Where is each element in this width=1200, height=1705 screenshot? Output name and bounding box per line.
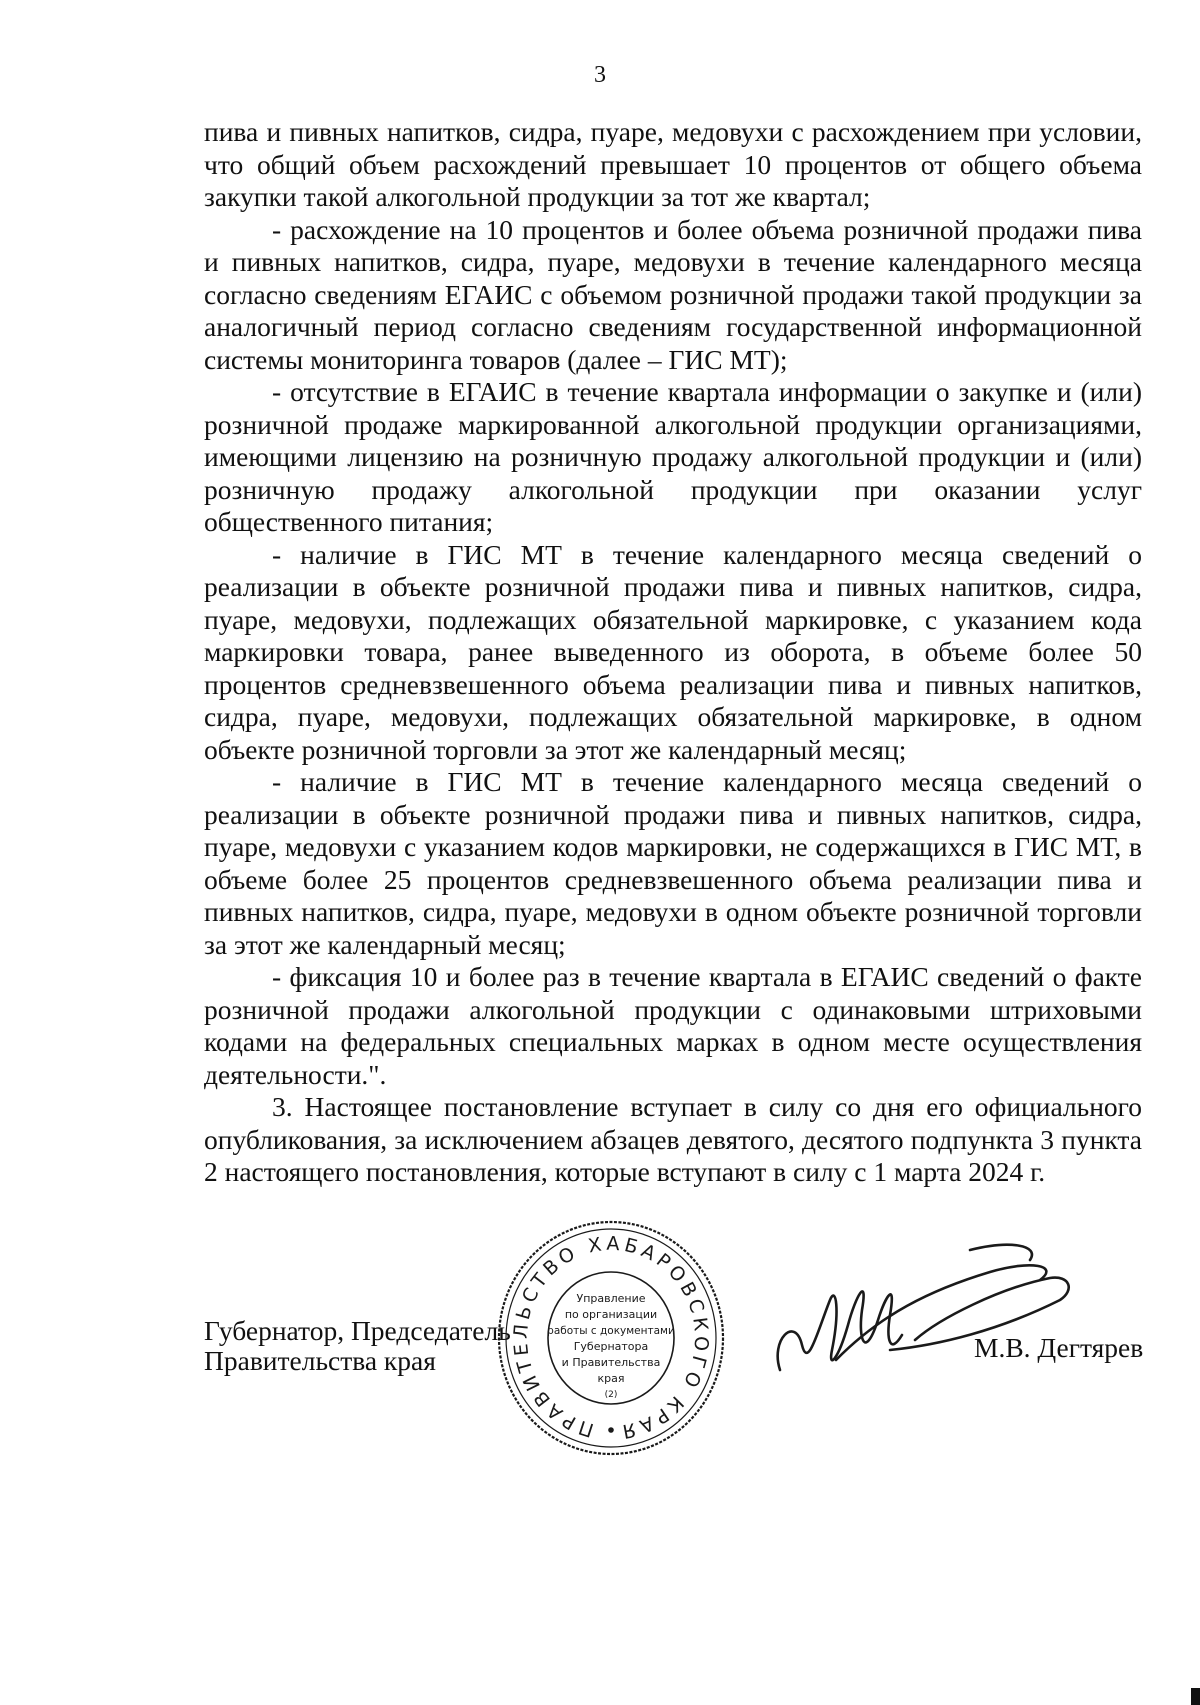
svg-text:Губернатора: Губернатора [573, 1340, 649, 1353]
signatory-title-line2: Правительства края [204, 1345, 436, 1376]
handwritten-signature-icon [740, 1220, 1080, 1400]
paragraph-item: - наличие в ГИС МТ в течение календарного месяца сведений о реализации в объекте розничной продажи пива и пивных напитков, сидра, пуаре, медовухи, подлежащих обязательной маркировке, с указанием кода маркировки товара, ранее выведенного из оборота, в объеме более 50 процентов средневзвешенного объема реализации пива и пивных напитков, сидра, пуаре, медовухи, подлежащих обязательной маркировке, в одном объекте розничной торговли за этот же календарный месяц; [204, 538, 1142, 765]
paragraph-item: - наличие в ГИС МТ в течение календарного месяца сведений о реализации в объекте розничной продажи пива и пивных напитков, сидра, пуаре, медовухи с указанием кодов маркировки, не содержащихся в ГИС МТ, в объеме более 25 процентов средневзвешенного объема реализации пива и пивных напитков, сидра, пуаре, медовухи в одном объекте розничной торговли за этот же календарный месяц; [204, 766, 1142, 960]
document-body [204, 116, 1142, 1189]
signatory-title [204, 1316, 511, 1376]
signatory-name: М.В. Дегтярев [974, 1332, 1144, 1363]
paragraph-effective-date: 3. Настоящее постановление вступает в силу со дня его официального опубликования, за исключением абзацев девятого, десятого подпункта 3 пункта 2 настоящего постановления, которые вступают в силу с 1 марта 2024 г. [204, 1091, 1142, 1187]
svg-text:по организации: по организации [564, 1308, 658, 1321]
paragraph-item: - фиксация 10 и более раз в течение квартала в ЕГАИС сведений о факте розничной продажи алкогольной продукции с одинаковыми штриховыми кодами на федеральных специальных марках в одном месте осуществления деятельности.". [204, 961, 1142, 1090]
svg-text:работы с документами: работы с документами [547, 1325, 675, 1337]
svg-text:(2): (2) [604, 1390, 618, 1400]
svg-text:края: края [597, 1372, 625, 1385]
paragraph-item: - расхождение на 10 процентов и более объема розничной продажи пива и пивных напитков, сидра, пуаре, медовухи в течение календарного месяца согласно сведениям ЕГАИС с объемом розничной продажи такой продукции за аналогичный период согласно сведениям государственной информационной системы мониторинга товаров (далее – ГИС МТ); [204, 213, 1142, 375]
signatory-title-line1: Губернатор, Председатель [204, 1315, 511, 1346]
svg-text:и Правительства: и Правительства [561, 1356, 661, 1369]
paragraph-item: - отсутствие в ЕГАИС в течение квартала информации о закупке и (или) розничной продаже маркированной алкогольной продукции организациями, имеющими лицензию на розничную продажу алкогольной продукции и (или) розничную продажу алкогольной продукции при оказании услуг общественного питания; [204, 376, 1142, 537]
svg-text:ПРАВИТЕЛЬСТВО ХАБАРОВСКОГО КРА: ПРАВИТЕЛЬСТВО ХАБАРОВСКОГО КРАЯ [509, 1232, 713, 1443]
page-number: 3 [594, 62, 606, 88]
scan-edge-mark [1191, 1688, 1200, 1705]
official-seal-icon [493, 1218, 729, 1458]
paragraph-continuation: пива и пивных напитков, сидра, пуаре, медовухи с расхождением при условии, что общий объем расхождений превышает 10 процентов от общего объема закупки такой алкогольной продукции за тот же квартал; [204, 116, 1142, 212]
svg-text:Управление: Управление [576, 1292, 646, 1305]
